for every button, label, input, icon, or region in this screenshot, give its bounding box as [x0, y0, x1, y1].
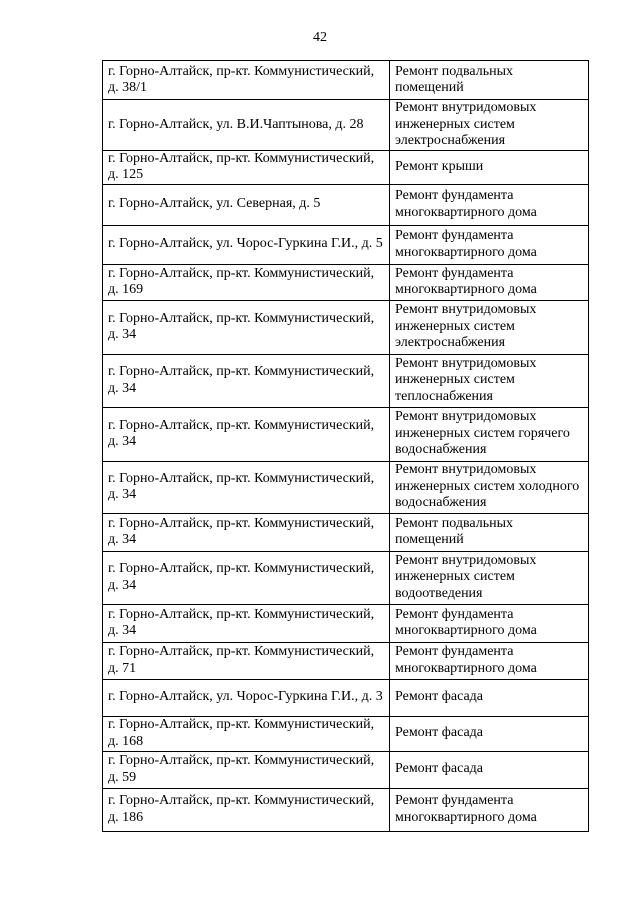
address-cell: г. Горно-Алтайск, пр-кт. Коммунистический, д. 125 — [103, 150, 390, 184]
address-cell: г. Горно-Алтайск, пр-кт. Коммунистический, д. 34 — [103, 354, 390, 407]
table-row — [103, 407, 589, 461]
address-cell: г. Горно-Алтайск, пр-кт. Коммунистический, д. 34 — [103, 407, 390, 461]
work-type-cell: Ремонт крыши — [390, 150, 589, 184]
table-row — [103, 61, 589, 100]
work-type-cell: Ремонт фундамента многоквартирного дома — [390, 642, 589, 679]
table-row — [103, 788, 589, 831]
address-cell: г. Горно-Алтайск, пр-кт. Коммунистический, д. 34 — [103, 461, 390, 513]
address-cell: г. Горно-Алтайск, ул. Чорос-Гуркина Г.И., д. 5 — [103, 225, 390, 264]
table-row — [103, 551, 589, 604]
address-cell: г. Горно-Алтайск, ул. Чорос-Гуркина Г.И., д. 3 — [103, 679, 390, 716]
page-number: 42 — [313, 30, 327, 45]
work-type-cell: Ремонт внутридомовых инженерных систем водоотведения — [390, 551, 589, 604]
work-type-cell: Ремонт подвальных помещений — [390, 61, 589, 100]
table-row — [103, 751, 589, 788]
work-type-cell: Ремонт фасада — [390, 716, 589, 751]
table-row — [103, 264, 589, 300]
work-type-cell: Ремонт внутридомовых инженерных систем электроснабжения — [390, 300, 589, 354]
work-type-cell: Ремонт внутридомовых инженерных систем электроснабжения — [390, 100, 589, 151]
table-row — [103, 150, 589, 184]
address-cell: г. Горно-Алтайск, пр-кт. Коммунистический, д. 169 — [103, 264, 390, 300]
table-row — [103, 354, 589, 407]
address-cell: г. Горно-Алтайск, пр-кт. Коммунистический, д. 34 — [103, 300, 390, 354]
work-type-cell: Ремонт внутридомовых инженерных систем холодного водоснабжения — [390, 461, 589, 513]
address-cell: г. Горно-Алтайск, пр-кт. Коммунистический, д. 168 — [103, 716, 390, 751]
work-type-cell: Ремонт внутридомовых инженерных систем теплоснабжения — [390, 354, 589, 407]
work-type-cell: Ремонт фундамента многоквартирного дома — [390, 264, 589, 300]
address-cell: г. Горно-Алтайск, пр-кт. Коммунистический, д. 71 — [103, 642, 390, 679]
work-type-cell: Ремонт фасада — [390, 751, 589, 788]
address-cell: г. Горно-Алтайск, пр-кт. Коммунистический, д. 34 — [103, 551, 390, 604]
table-row — [103, 184, 589, 225]
address-cell: г. Горно-Алтайск, пр-кт. Коммунистический, д. 38/1 — [103, 61, 390, 100]
table-row — [103, 461, 589, 513]
table-row — [103, 604, 589, 642]
work-type-cell: Ремонт фундамента многоквартирного дома — [390, 225, 589, 264]
address-cell: г. Горно-Алтайск, пр-кт. Коммунистический, д. 34 — [103, 604, 390, 642]
work-type-cell: Ремонт фундамента многоквартирного дома — [390, 604, 589, 642]
address-cell: г. Горно-Алтайск, ул. В.И.Чаптынова, д. 28 — [103, 100, 390, 151]
table-row — [103, 716, 589, 751]
address-cell: г. Горно-Алтайск, пр-кт. Коммунистический, д. 59 — [103, 751, 390, 788]
table-row — [103, 225, 589, 264]
address-cell: г. Горно-Алтайск, ул. Северная, д. 5 — [103, 184, 390, 225]
table-row — [103, 300, 589, 354]
work-type-cell: Ремонт фундамента многоквартирного дома — [390, 184, 589, 225]
table-row — [103, 513, 589, 551]
table-row — [103, 642, 589, 679]
work-type-cell: Ремонт фасада — [390, 679, 589, 716]
address-cell: г. Горно-Алтайск, пр-кт. Коммунистический, д. 186 — [103, 788, 390, 831]
works-table-body — [103, 61, 589, 832]
works-table — [102, 60, 589, 832]
table-row — [103, 679, 589, 716]
table-row — [103, 100, 589, 151]
work-type-cell: Ремонт внутридомовых инженерных систем горячего водоснабжения — [390, 407, 589, 461]
address-cell: г. Горно-Алтайск, пр-кт. Коммунистический, д. 34 — [103, 513, 390, 551]
work-type-cell: Ремонт подвальных помещений — [390, 513, 589, 551]
work-type-cell: Ремонт фундамента многоквартирного дома — [390, 788, 589, 831]
